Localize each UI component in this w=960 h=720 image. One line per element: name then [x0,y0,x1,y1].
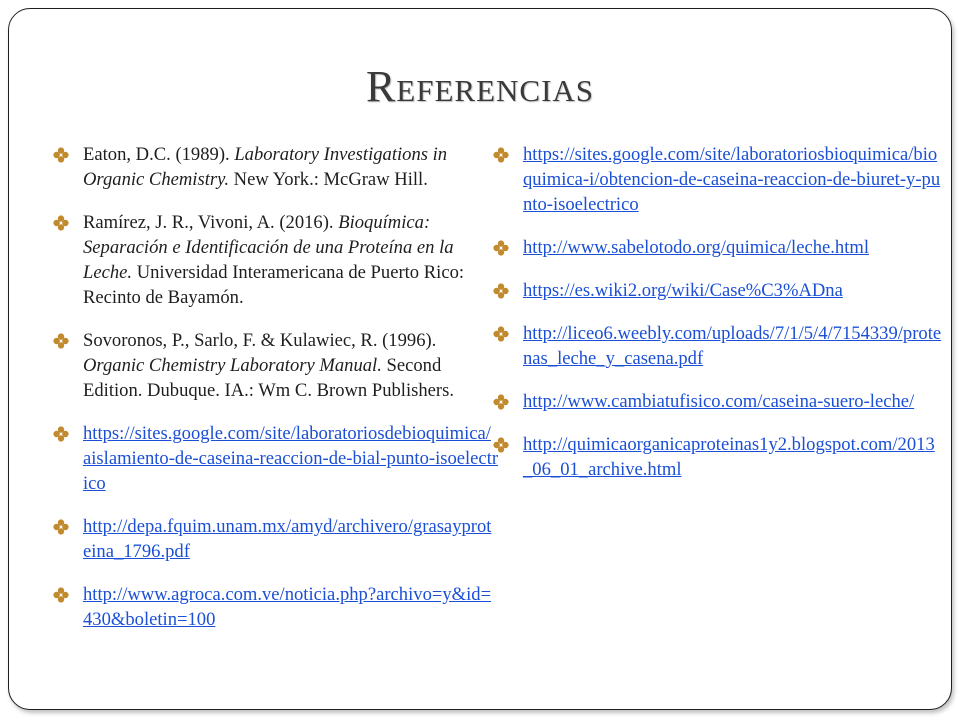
reference-title: Bioquímica: Separación e Identificación de una Proteína en la Leche. [83,212,454,283]
reference-text: Second Edition. Dubuque. IA.: Wm C. Brown Publishers. [83,355,455,401]
reference-link-item [51,514,499,564]
diamond-bullet-icon [493,437,509,453]
reference-link-item [491,321,943,371]
right-column [491,142,943,500]
reference-link-item [491,235,943,260]
reference-link-item [491,142,943,217]
diamond-bullet-icon [53,215,69,231]
slide-title: Referencias [365,62,595,111]
reference-link-item [51,421,499,496]
reference-link[interactable]: http://quimicaorganicaproteinas1y2.blogspot.com/2013_06_01_archive.html [523,434,935,480]
reference-link[interactable]: http://www.agroca.com.ve/noticia.php?archivo=y&id=430&boletin=100 [83,584,492,630]
reference-link[interactable]: http://depa.fquim.unam.mx/amyd/archivero/grasayproteina_1796.pdf [83,516,492,562]
diamond-bullet-icon [493,283,509,299]
left-column [51,142,499,650]
reference-link[interactable]: https://sites.google.com/site/laboratoriosbioquimica/bioquimica-i/obtencion-de-caseina-reaccion-de-biuret-y-punto-isoelectrico [523,144,941,215]
diamond-bullet-icon [493,147,509,163]
diamond-bullet-icon [53,426,69,442]
reference-text: Universidad Interamericana de Puerto Rico: Recinto de Bayamón. [83,262,465,308]
reference-item [51,328,499,403]
reference-title: Organic Chemistry Laboratory Manual. [83,355,382,376]
reference-link[interactable]: https://es.wiki2.org/wiki/Case%C3%ADna [523,280,843,301]
reference-link-item [491,278,943,303]
reference-item [51,210,499,310]
diamond-bullet-icon [493,326,509,342]
reference-link-item [491,389,943,414]
diamond-bullet-icon [53,333,69,349]
reference-link[interactable]: http://www.cambiatufisico.com/caseina-suero-leche/ [523,391,915,412]
reference-link[interactable]: http://www.sabelotodo.org/quimica/leche.html [523,237,869,258]
diamond-bullet-icon [493,240,509,256]
diamond-bullet-icon [53,519,69,535]
diamond-bullet-icon [53,587,69,603]
reference-title: Laboratory Investigations in Organic Chemistry. [83,144,448,190]
reference-text: Eaton, D.C. (1989). [83,144,235,165]
reference-link[interactable]: http://liceo6.weebly.com/uploads/7/1/5/4/7154339/protenas_leche_y_casena.pdf [523,323,942,369]
diamond-bullet-icon [493,394,509,410]
reference-link-item [51,582,499,632]
reference-link-item [491,432,943,482]
reference-text: Sovoronos, P., Sarlo, F. & Kulawiec, R. (1996). [83,330,437,351]
reference-item [51,142,499,192]
diamond-bullet-icon [53,147,69,163]
reference-text: Ramírez, J. R., Vivoni, A. (2016). [83,212,339,233]
reference-text: New York.: McGraw Hill. [229,169,428,190]
slide [8,8,952,710]
reference-link[interactable]: https://sites.google.com/site/laboratoriosdebioquimica/aislamiento-de-caseina-reaccion-de-bial-punto-isoelectrico [83,423,499,494]
